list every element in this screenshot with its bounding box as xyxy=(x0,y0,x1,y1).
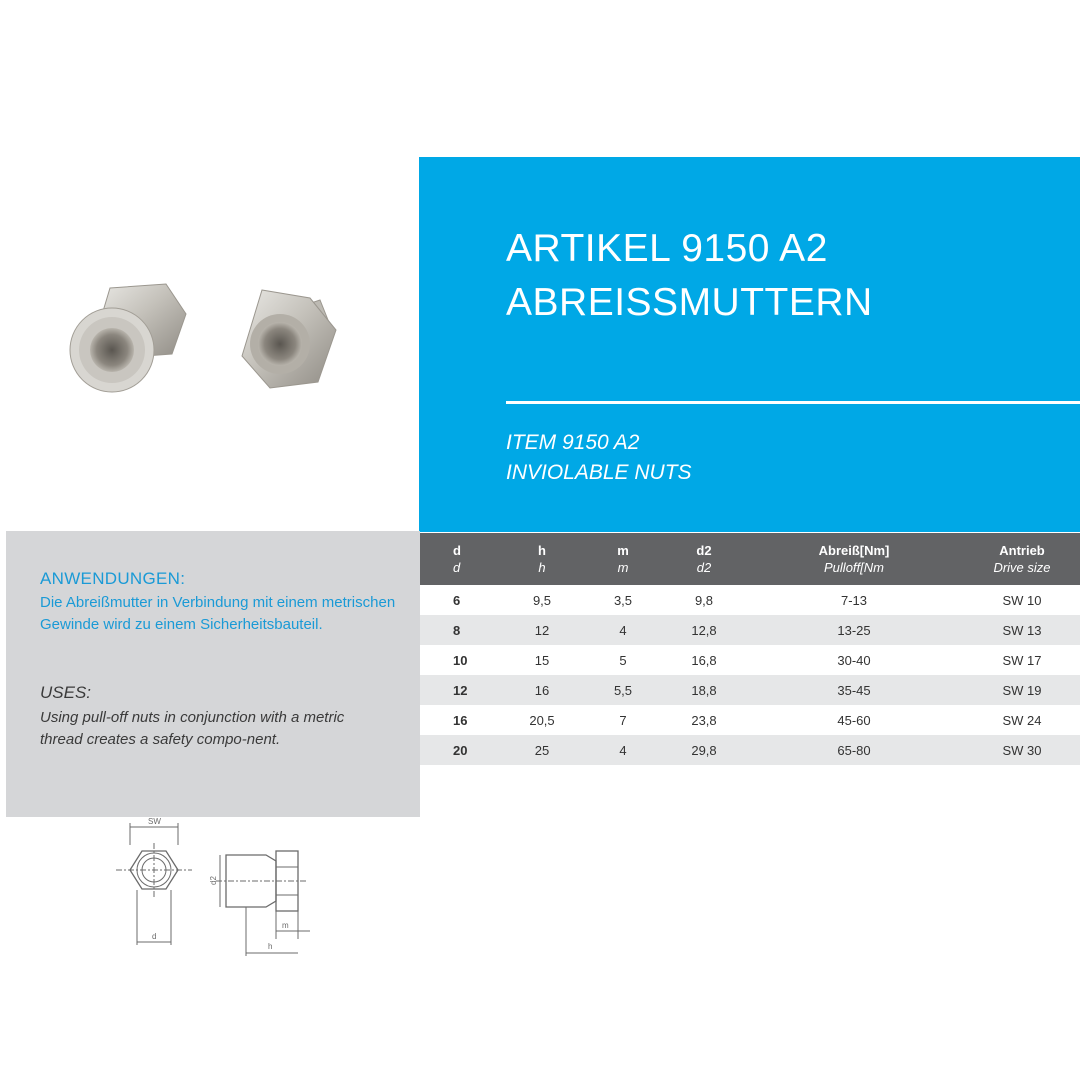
uses-text-de: Die Abreißmutter in Verbindung mit einem metrischen Gewinde wird zu einem Sicherheitsbauteil. xyxy=(40,594,396,633)
table-row xyxy=(420,615,1080,645)
table-cell: 6 xyxy=(420,585,502,615)
table-cell: 7 xyxy=(582,705,664,735)
table-cell: 10 xyxy=(420,645,502,675)
table-row xyxy=(420,675,1080,705)
table-cell: 12 xyxy=(502,615,582,645)
nut-image-left xyxy=(70,284,186,392)
label-m: m xyxy=(282,921,289,930)
column-header-pulloff: Abreiß[Nm] Pulloff[Nm xyxy=(744,533,964,585)
table-cell: 35-45 xyxy=(744,675,964,705)
table-cell: 15 xyxy=(502,645,582,675)
uses-heading-de: ANWENDUNGEN: xyxy=(40,569,186,588)
title-line-1: ARTIKEL 9150 A2 xyxy=(506,227,828,270)
column-header-d: d d xyxy=(420,533,502,585)
table-cell: SW 13 xyxy=(964,615,1080,645)
table-cell: SW 19 xyxy=(964,675,1080,705)
spec-table xyxy=(420,533,1080,765)
table-cell: 12 xyxy=(420,675,502,705)
table-cell: 4 xyxy=(582,735,664,765)
technical-drawing xyxy=(100,815,320,960)
column-header-d2: d2 d2 xyxy=(664,533,744,585)
header-divider xyxy=(506,401,1080,404)
subtitle-line-2: INVIOLABLE NUTS xyxy=(506,461,692,484)
info-panel xyxy=(6,531,420,817)
uses-text-en: Using pull-off nuts in conjunction with a metric thread creates a safety compo-nent. xyxy=(40,709,345,748)
table-cell: 30-40 xyxy=(744,645,964,675)
table-cell: SW 17 xyxy=(964,645,1080,675)
column-header-drive: Antrieb Drive size xyxy=(964,533,1080,585)
table-cell: 8 xyxy=(420,615,502,645)
table-cell: 13-25 xyxy=(744,615,964,645)
uses-heading-en: USES: xyxy=(40,683,92,702)
table-cell: SW 30 xyxy=(964,735,1080,765)
table-cell: 5 xyxy=(582,645,664,675)
nut-image-right xyxy=(242,290,336,388)
table-cell: 20,5 xyxy=(502,705,582,735)
column-header-h: h h xyxy=(502,533,582,585)
title-line-2: ABREISSMUTTERN xyxy=(506,281,873,324)
table-cell: 5,5 xyxy=(582,675,664,705)
table-cell: 65-80 xyxy=(744,735,964,765)
table-cell: 18,8 xyxy=(664,675,744,705)
product-photo xyxy=(60,270,360,430)
table-row xyxy=(420,585,1080,615)
table-cell: 12,8 xyxy=(664,615,744,645)
table-cell: 45-60 xyxy=(744,705,964,735)
table-cell: SW 10 xyxy=(964,585,1080,615)
table-row xyxy=(420,645,1080,675)
label-h: h xyxy=(268,942,273,951)
header-panel xyxy=(419,157,1080,532)
table-cell: 4 xyxy=(582,615,664,645)
table-cell: 7-13 xyxy=(744,585,964,615)
table-cell: 9,5 xyxy=(502,585,582,615)
table-row xyxy=(420,705,1080,735)
table-cell: 29,8 xyxy=(664,735,744,765)
table-cell: 9,8 xyxy=(664,585,744,615)
table-cell: 16 xyxy=(420,705,502,735)
subtitle-line-1: ITEM 9150 A2 xyxy=(506,431,640,454)
label-d2: d2 xyxy=(209,876,218,885)
table-cell: 3,5 xyxy=(582,585,664,615)
table-cell: 20 xyxy=(420,735,502,765)
table-cell: 16 xyxy=(502,675,582,705)
table-row xyxy=(420,735,1080,765)
label-sw: SW xyxy=(148,817,161,826)
label-d: d xyxy=(152,932,157,941)
column-header-m: m m xyxy=(582,533,664,585)
table-cell: 16,8 xyxy=(664,645,744,675)
table-cell: 23,8 xyxy=(664,705,744,735)
table-cell: SW 24 xyxy=(964,705,1080,735)
table-header-row xyxy=(420,533,1080,585)
table-cell: 25 xyxy=(502,735,582,765)
